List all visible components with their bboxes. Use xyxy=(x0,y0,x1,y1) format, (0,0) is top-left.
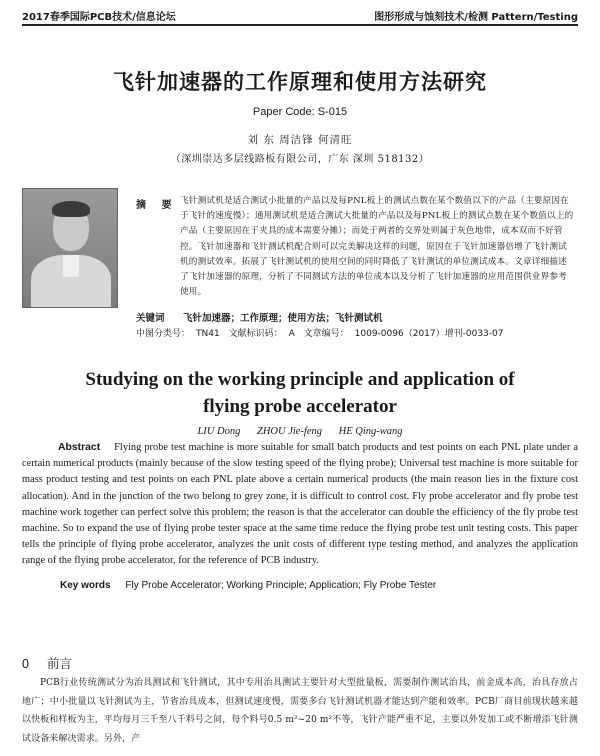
doc-code-label: 文献标识码： xyxy=(228,329,283,339)
article-number-value: 1009-0096（2017）增刊-0033-07 xyxy=(354,329,504,339)
section-title: 前言 xyxy=(46,656,72,671)
header-right: 图形形成与蚀刻技术/检测 Pattern/Testing xyxy=(374,12,578,23)
keywords-label-english: Key words xyxy=(60,580,111,591)
paper-code: Paper Code: S-015 xyxy=(252,106,348,118)
section-number: 0 xyxy=(22,657,29,671)
author-photo xyxy=(22,188,118,308)
clc-value: TN41 xyxy=(196,329,220,339)
classification-row xyxy=(136,326,509,339)
keywords-chinese xyxy=(136,310,383,324)
keywords-value-english: Fly Probe Accelerator; Working Principle; Application; Fly Probe Tester xyxy=(125,580,437,591)
abstract-label-chinese: 摘 要 xyxy=(136,200,178,211)
abstract-label-english: Abstract xyxy=(58,442,101,453)
article-number-label: 文章编号： xyxy=(303,329,349,339)
title-chinese: 飞针加速器的工作原理和使用方法研究 xyxy=(113,70,487,94)
abstract-english xyxy=(22,440,578,570)
header-left: 2017春季国际PCB技术/信息论坛 xyxy=(22,12,176,23)
title-english xyxy=(0,366,600,420)
body-paragraph: PCB行业传统测试分为治具测试和飞针测试，其中专用治具测试主要针对大型批量板，需要制作测试治具，前金成本高，治具存放占地广；中小批量以飞针测试为主，节省治具成本，但测试速度慢，需要多台飞针测试机器才能达到产能和效率。PCB厂商目前现状越来越以快板和样板为主，平均每月三千至八千料号之间，每个料号0.5 m²~20 m²不等，飞针产能严重不足，主要以外发加工或不断增添飞针测试设备来解决需求。另外，产 xyxy=(22,678,578,744)
abstract-text-english: Flying probe test machine is more suitable for small batch products and test points on each PNL plate under a certain numerical products (mainly because of the slow testing speed of the flying probe); Universal test machine is more suitable for mass product testing and test points on each PNL plate above a certain numerical products (the main reason lies in the fixture cost allocation). And in the junction of the two belong to grey zone, it is difficult to control cost. Fly probe accelerator and fly probe test machine work together can perfect solve this problem; the reason is that the accelerator can double the efficiency of the fly probe test machine. So to expand the use of flying probe tester space at the same time reduce the flying probe test unit testing costs. This paper tells the principle of flying probe accelerator, analyzes the unit costs of different type testing method, and analyzes the application range of the flying probe accelerator, for the reference of PCB industry. xyxy=(22,442,578,567)
photo-collar xyxy=(63,255,79,277)
authors-chinese: 刘 东 周洁锋 何清旺 xyxy=(247,134,353,146)
title-english-line-2: flying probe accelerator xyxy=(203,396,397,417)
author-english-2: ZHOU Jie-feng xyxy=(256,426,323,437)
section-heading xyxy=(22,654,72,672)
keywords-value-chinese: 飞针加速器；工作原理；使用方法；飞针测试机 xyxy=(183,313,383,324)
authors-english xyxy=(0,426,600,437)
doc-code-value: A xyxy=(288,329,295,339)
abstract-text-chinese: 飞针测试机是适合测试小批量的产品以及每PNL板上的测试点数在某个数值以下的产品（主要原因在于飞针的速度慢）；通用测试机是适合测试大批量的产品以及每PNL板上的测试点数在某个数值以上的产品（主要原因在于夹具的成本需要分摊）；而处于两者的交界处则属于灰色地带，成本双而不好管控。飞针加速器和飞针测试机配合则可以完美解决这样的问题，原因在于飞针加速器倍增了飞针测试机的测试效率。拓展了飞针测试机的使用空间的同时降低了飞针测试的单位测试成本。文章详细描述了飞针加速器的原理，分析了不同测试方法的单位成本以及分析了飞针加速器的应用范围供业界参考使用。 xyxy=(180,196,574,298)
header-rule xyxy=(22,24,578,26)
clc-label: 中图分类号： xyxy=(136,329,191,339)
author-english-3: HE Qing-wang xyxy=(338,426,403,437)
author-english-1: LIU Dong xyxy=(197,426,241,437)
title-english-line-1: Studying on the working principle and application of xyxy=(85,369,515,390)
keywords-label-chinese: 关键词 xyxy=(136,313,165,324)
affiliation-chinese: （深圳崇达多层线路板有限公司，广东 深圳 518132） xyxy=(170,154,430,165)
photo-hair xyxy=(52,201,90,217)
keywords-english xyxy=(60,580,436,591)
running-header xyxy=(22,6,578,22)
